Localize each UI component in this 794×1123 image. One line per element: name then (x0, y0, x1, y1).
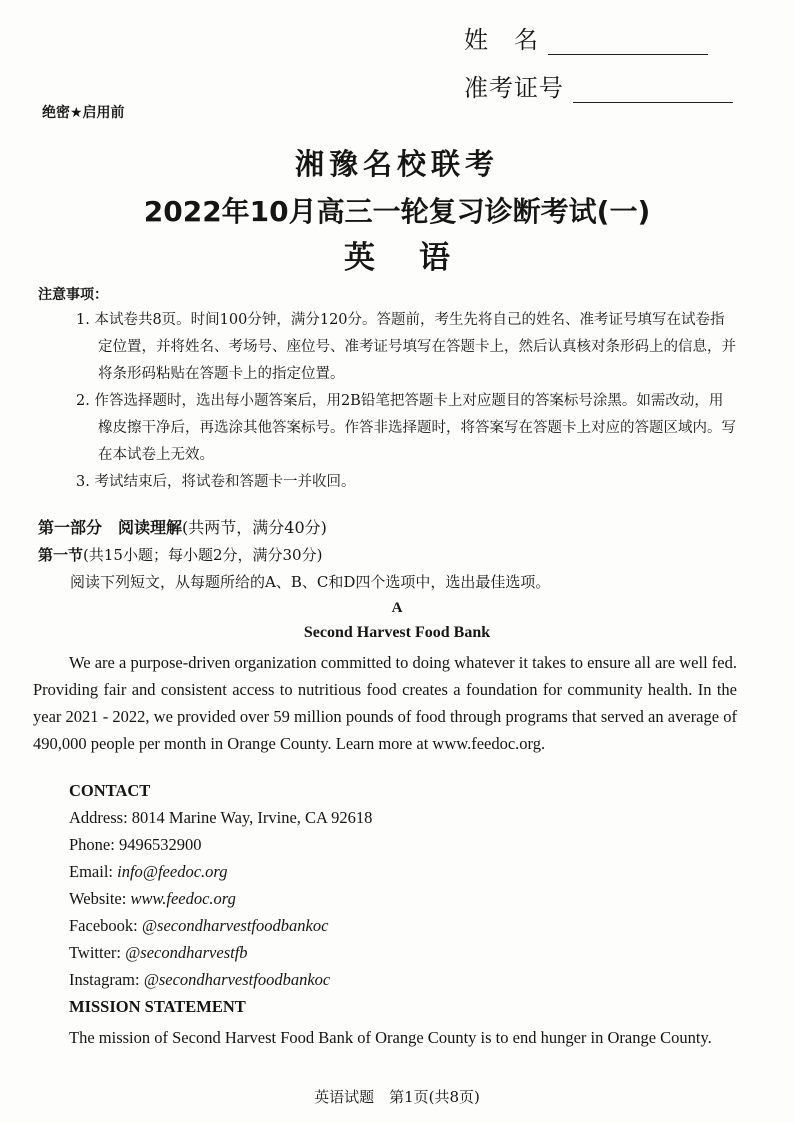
contact-value: @secondharvestfoodbankoc (141, 916, 329, 935)
notice-list (76, 307, 736, 496)
section-heading (38, 544, 322, 565)
page-footer: 英语试题 第1页(共8页) (314, 1088, 480, 1106)
name-field-row (464, 20, 708, 55)
contact-value: info@feedoc.org (117, 862, 228, 881)
contact-label: Phone: (69, 835, 119, 854)
contact-value: @secondharvestfb (125, 943, 248, 962)
mission-heading: MISSION STATEMENT (69, 997, 246, 1016)
subject-title-part2: 语 (419, 240, 450, 276)
contact-address (69, 808, 372, 828)
contact-twitter (69, 943, 248, 963)
contact-value: 8014 Marine Way, Irvine, CA 92618 (131, 808, 373, 827)
contact-label: Instagram: (69, 970, 144, 989)
notice-item: 3. 考试结束后，将试卷和答题卡一并收回。 (76, 474, 356, 490)
notice-heading: 注意事项： (38, 287, 108, 303)
section-title: 第一节 (38, 546, 84, 564)
passage-intro: We are a purpose-driven organization committed to doing whatever it takes to ensure all are well fed. Providing fair and consistent access to nutritious food creates a foundation for community health. In the year 2021 - 2022, we provided over 59 million pounds of food through programs that served an average of 490,000 people per month in Orange County. Learn more at www.feedoc.org. (33, 653, 737, 753)
contact-label: Email: (69, 862, 118, 881)
notice-item: 1. 本试卷共8页。时间100分钟，满分120分。答题前，考生先将自己的姓名、准考证号填写在试卷指定位置，并将姓名、考场号、座位号、准考证号填写在答题卡上，然后认真核对条形码上的信息，并将条形码粘贴在答题卡上的指定位置。 (76, 312, 736, 382)
contact-label: Twitter: (69, 943, 126, 962)
contact-website (69, 889, 236, 909)
passage-letter: A (391, 600, 403, 616)
contact-email (69, 862, 227, 882)
exam-id-field-row (464, 68, 733, 103)
exam-title-line2: 2022年10月高三一轮复习诊断考试(一) (143, 195, 651, 228)
part-note: (共两节，满分40分) (182, 518, 327, 537)
name-input-line[interactable] (548, 28, 708, 55)
subject-title (0, 232, 794, 277)
exam-id-label: 准考证号 (464, 74, 564, 102)
passage-title: Second Harvest Food Bank (303, 624, 491, 641)
contact-value: @secondharvestfoodbankoc (143, 970, 331, 989)
part-title: 第一部分 阅读理解 (38, 518, 183, 537)
contact-facebook (69, 916, 328, 936)
mission-statement: The mission of Second Harvest Food Bank of Orange County is to end hunger in Orange County. (69, 1028, 712, 1047)
exam-id-input-line[interactable] (573, 76, 733, 103)
part-heading (38, 515, 327, 538)
exam-title-line1: 湘豫名校联考 (294, 147, 499, 181)
contact-label: Website: (69, 889, 131, 908)
instruction: 阅读下列短文，从每题所给的A、B、C和D四个选项中，选出最佳选项。 (70, 573, 551, 591)
contact-phone (69, 835, 201, 855)
section-note: (共15小题；每小题2分，满分30分) (83, 546, 323, 564)
secret-mark: 绝密★启用前 (42, 105, 125, 121)
name-label: 姓 名 (464, 26, 539, 54)
contact-value: www.feedoc.org (130, 889, 236, 908)
subject-title-part1: 英 (344, 240, 375, 276)
contact-label: Address: (69, 808, 132, 827)
contact-heading: CONTACT (69, 781, 151, 800)
contact-label: Facebook: (69, 916, 142, 935)
contact-instagram (69, 970, 330, 990)
contact-value: 9496532900 (118, 835, 202, 854)
notice-item: 2. 作答选择题时，选出每小题答案后，用2B铅笔把答题卡上对应题目的答案标号涂黑。如需改动，用橡皮擦干净后，再选涂其他答案标号。作答非选择题时，将答案写在答题卡上对应的答题区域内。写在本试卷上无效。 (76, 393, 736, 463)
